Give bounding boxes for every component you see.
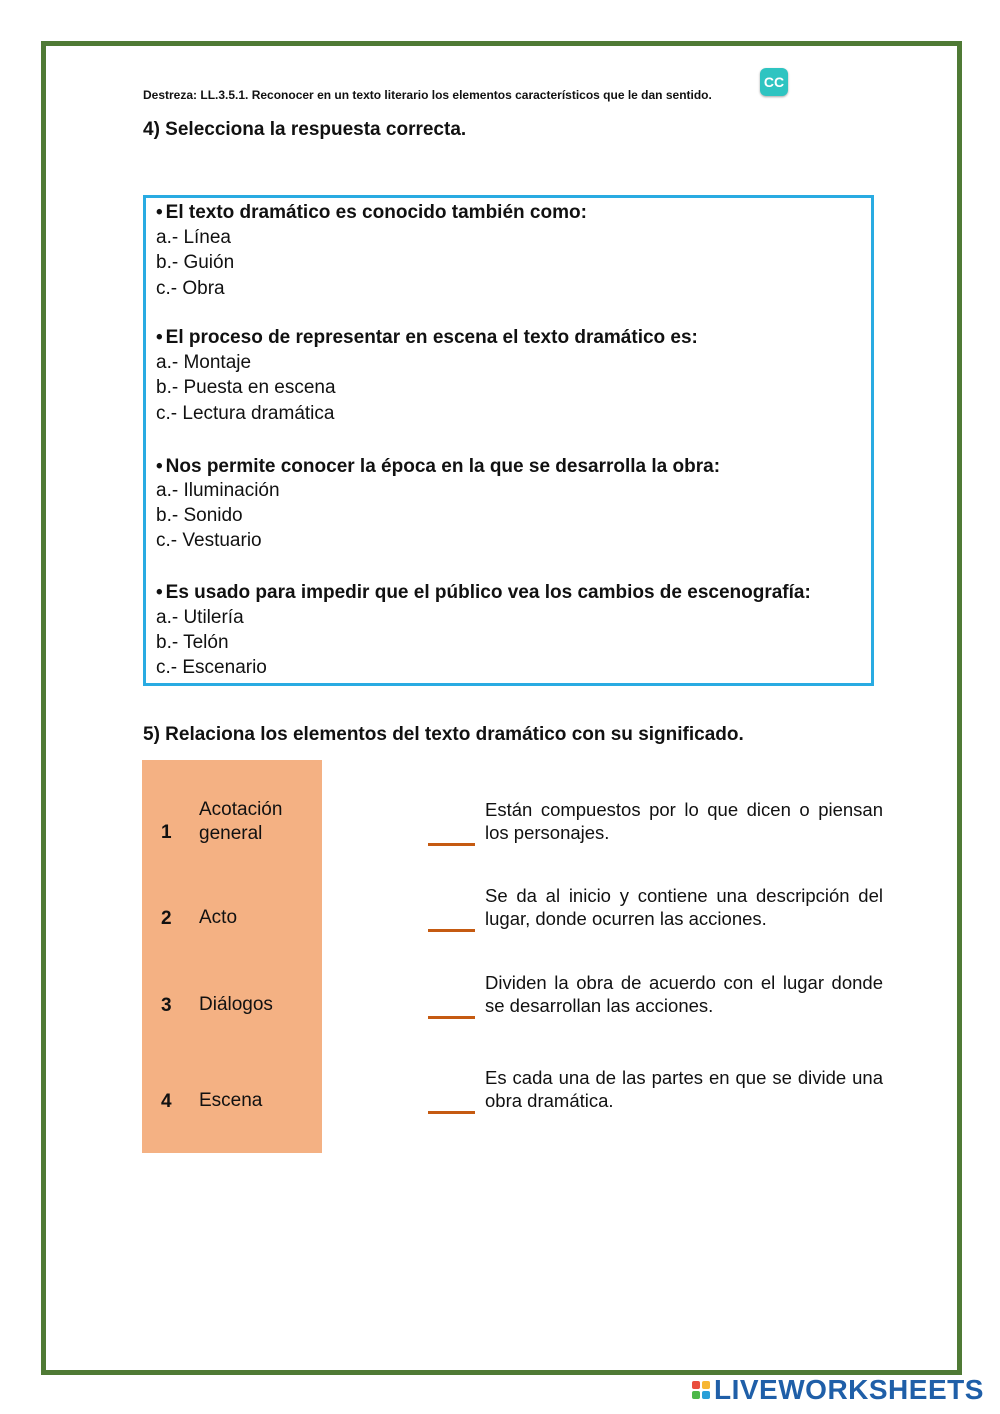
definition-text: Dividen la obra de acuerdo con el lugar donde se desarrollan las acciones. <box>485 972 883 1016</box>
answer-option[interactable]: c.- Vestuario <box>156 530 262 551</box>
question-prompt: • Es usado para impedir que el público vea los cambios de escenografía: <box>156 582 811 603</box>
question-prompt: • El texto dramático es conocido también como: <box>156 202 587 223</box>
answer-option[interactable]: a.- Utilería <box>156 607 244 628</box>
term-label: Escena <box>199 1090 263 1111</box>
bullet-icon: • <box>156 456 163 477</box>
logo-square <box>702 1391 710 1399</box>
answer-option[interactable]: b.- Puesta en escena <box>156 377 336 398</box>
logo-icon <box>692 1381 710 1399</box>
term-label: Acotación general <box>199 799 283 844</box>
answer-blank-4[interactable] <box>428 1111 475 1114</box>
answer-option[interactable]: a.- Montaje <box>156 352 252 373</box>
skill-statement: Destreza: LL.3.5.1. Reconocer en un texto literario los elementos característicos que le dan sentido. <box>143 88 712 102</box>
answer-blank-2[interactable] <box>428 929 475 932</box>
logo-text: LIVEWORKSHEETS <box>714 1374 984 1405</box>
answer-option[interactable]: c.- Escenario <box>156 657 267 678</box>
question-prompt: • El proceso de representar en escena el texto dramático es: <box>156 327 698 348</box>
liveworksheets-logo <box>692 1376 984 1404</box>
bullet-icon: • <box>156 202 163 223</box>
logo-square <box>702 1381 710 1389</box>
term-number: 2 <box>161 908 172 929</box>
term-number: 1 <box>161 822 172 843</box>
answer-blank-1[interactable] <box>428 843 475 846</box>
answer-option[interactable]: b.- Guión <box>156 252 235 273</box>
answer-option[interactable]: c.- Obra <box>156 278 225 299</box>
term-label: Diálogos <box>199 994 273 1015</box>
bullet-icon: • <box>156 582 163 603</box>
answer-option[interactable]: c.- Lectura dramática <box>156 403 335 424</box>
definition-text: Se da al inicio y contiene una descripción del lugar, donde ocurren las acciones. <box>485 885 883 929</box>
question-5-title: 5) Relaciona los elementos del texto dramático con su significado. <box>143 724 744 745</box>
cc-icon: CC <box>760 68 788 96</box>
logo-square <box>692 1381 700 1389</box>
definition-text: Están compuestos por lo que dicen o piensan los personajes. <box>485 799 883 843</box>
answer-option[interactable]: a.- Iluminación <box>156 480 280 501</box>
definition-text: Es cada una de las partes en que se divide una obra dramática. <box>485 1067 883 1111</box>
term-label: Acto <box>199 907 238 928</box>
question-prompt: • Nos permite conocer la época en la que se desarrolla la obra: <box>156 456 721 477</box>
answer-option[interactable]: b.- Telón <box>156 632 229 653</box>
logo-square <box>692 1391 700 1399</box>
answer-option[interactable]: a.- Línea <box>156 227 231 248</box>
question-4-box <box>143 195 874 686</box>
term-number: 4 <box>161 1091 172 1112</box>
answer-option[interactable]: b.- Sonido <box>156 505 243 526</box>
question-4-title: 4) Selecciona la respuesta correcta. <box>143 119 467 140</box>
bullet-icon: • <box>156 327 163 348</box>
term-number: 3 <box>161 995 172 1016</box>
answer-blank-3[interactable] <box>428 1016 475 1019</box>
